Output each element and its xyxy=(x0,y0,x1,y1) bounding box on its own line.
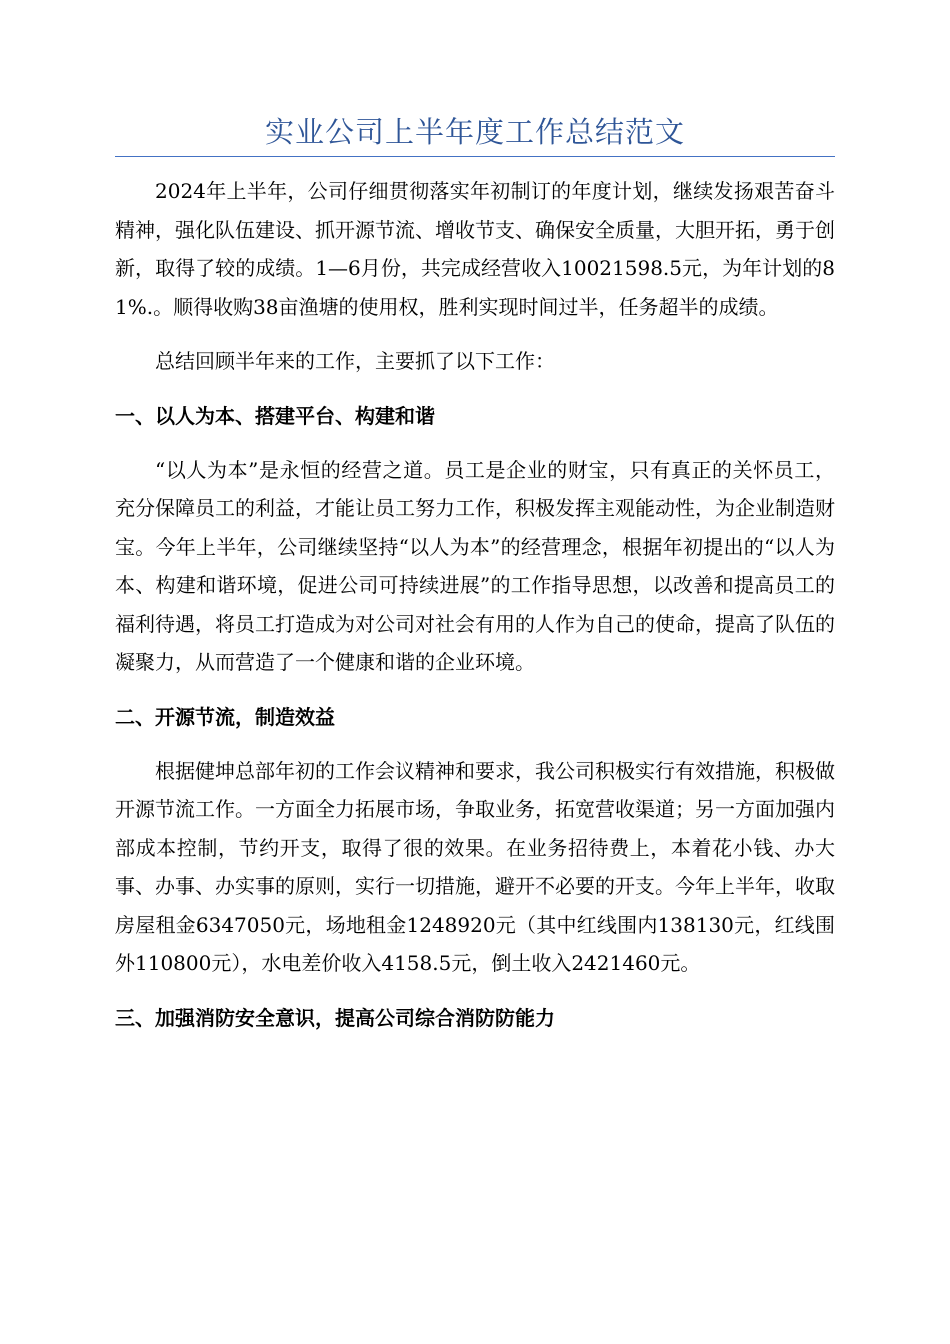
document-body xyxy=(115,172,835,1053)
paragraph-section-1: “以人为本”是永恒的经营之道。员工是企业的财宝，只有真正的关怀员工，充分保障员工的利益，才能让员工努力工作，积极发挥主观能动性，为企业制造财宝。今年上半年，公司继续坚持“以人为本”的经营理念，根据年初提出的“以人为本、构建和谐环境，促进公司可持续进展”的工作指导思想，以改善和提高员工的福利待遇，将员工打造成为对公司对社会有用的人作为自己的使命，提高了队伍的凝聚力，从而营造了一个健康和谐的企业环境。 xyxy=(115,457,835,674)
document-title: 实业公司上半年度工作总结范文 xyxy=(264,115,685,149)
paragraph-summary-lead: 总结回顾半年来的工作，主要抓了以下工作： xyxy=(155,349,555,373)
section-heading-3: 三、加强消防安全意识，提高公司综合消防防能力 xyxy=(115,1005,555,1030)
paragraph-section-2: 根据健坤总部年初的工作会议精神和要求，我公司积极实行有效措施，积极做开源节流工作。一方面全力拓展市场，争取业务，拓宽营收渠道；另一方面加强内部成本控制，节约开支，取得了很的效果。在业务招待费上，本着花小钱、办大事、办事、办实事的原则，实行一切措施，避开不必要的开支。今年上半年，收取房屋租金6347050元，场地租金1248920元（其中红线围内138130元，红线围外110800元），水电差价收入4158.5元，倒土收入2421460元。 xyxy=(115,758,835,975)
section-heading-1: 一、以人为本、搭建平台、构建和谐 xyxy=(115,403,435,428)
section-heading-2: 二、开源节流，制造效益 xyxy=(115,704,335,729)
title-block xyxy=(115,110,835,157)
paragraph-intro: 2024年上半年，公司仔细贯彻落实年初制订的年度计划，继续发扬艰苦奋斗精神，强化队伍建设、抓开源节流、增收节支、确保安全质量，大胆开拓，勇于创新，取得了较的成绩。1—6月份，共完成经营收入10021598.5元，为年计划的81%.。顺得收购38亩渔塘的使用权，胜利实现时间过半，任务超半的成绩。 xyxy=(115,179,835,319)
